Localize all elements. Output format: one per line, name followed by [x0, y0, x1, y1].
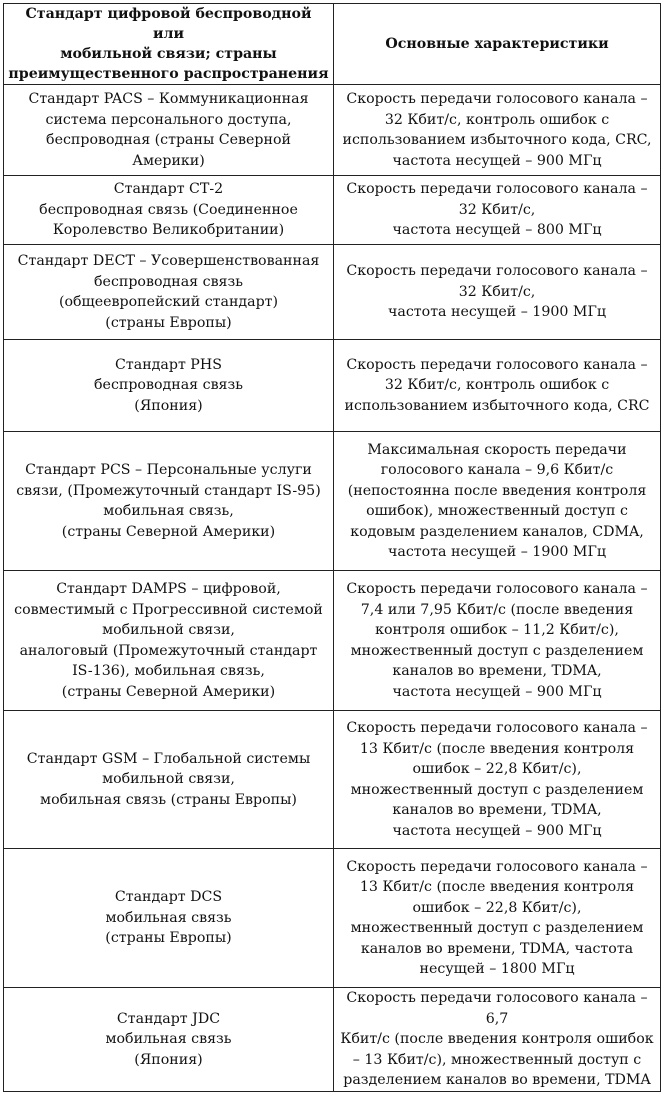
header-standard: [4, 4, 334, 85]
table-row: [4, 245, 661, 340]
characteristics-cell-ct2: [334, 176, 661, 245]
characteristics-cell-phs: [334, 340, 661, 432]
standard-text: Стандарт PCS – Персональные услуги связи, (Промежуточный стандарт IS-95) мобильная связь, (страны Северной Америки): [16, 462, 321, 540]
standard-cell-phs: [4, 340, 334, 432]
standard-cell-dcs: [4, 849, 334, 988]
characteristics-text: Скорость передачи голосового канала – 32 Кбит/с, контроль ошибок с использованием избыточного кода, CRC, частота несущей – 900 МГц: [342, 91, 652, 169]
characteristics-text: Скорость передачи голосового канала – 7,4 или 7,95 Кбит/с (после введения контроля ошибок – 11,2 Кбит/с), множественный доступ с разделением каналов во времени, TDMA, частота несущей – 900 МГц: [346, 581, 648, 700]
standard-cell-dect: [4, 245, 334, 340]
standard-text: Стандарт DAMPS – цифровой, совместимый с Прогрессивной системой мобильной связи, аналоговый (Промежуточный стандарт IS-136), мобильная связь, (страны Северной Америки): [14, 581, 323, 700]
table-row: [4, 176, 661, 245]
standard-text: Стандарт СТ-2 беспроводная связь (Соединенное Королевство Великобритании): [39, 181, 298, 239]
table-row: [4, 432, 661, 571]
standard-cell-jdc: [4, 988, 334, 1092]
standard-cell-damps: [4, 571, 334, 711]
table-row: [4, 571, 661, 711]
wireless-standards-table: [3, 3, 661, 1092]
characteristics-text: Скорость передачи голосового канала – 32 Кбит/с, частота несущей – 800 МГц: [346, 181, 648, 239]
characteristics-text: Скорость передачи голосового канала – 32 Кбит/с, частота несущей – 1900 МГц: [346, 263, 648, 321]
standards-table-container: [3, 3, 660, 1092]
characteristics-cell-gsm: [334, 711, 661, 849]
table-row: [4, 340, 661, 432]
characteristics-cell-pacs: [334, 85, 661, 176]
header-characteristics: [334, 4, 661, 85]
characteristics-cell-dect: [334, 245, 661, 340]
table-row: [4, 849, 661, 988]
characteristics-cell-damps: [334, 571, 661, 711]
characteristics-text: Скорость передачи голосового канала – 32 Кбит/с, контроль ошибок с использованием избыточного кода, CRC: [344, 356, 650, 414]
standard-text: Стандарт PHS беспроводная связь (Япония): [94, 356, 243, 414]
header-row: [4, 4, 661, 85]
standard-cell-pacs: [4, 85, 334, 176]
characteristics-text: Скорость передачи голосового канала – 13 Кбит/с (после введения контроля ошибок – 22,8 Кбит/с), множественный доступ с разделением каналов во времени, TDMA, частота несущей – 1800 МГц: [346, 858, 648, 977]
characteristics-cell-pcs: [334, 432, 661, 571]
table-row: [4, 85, 661, 176]
standard-text: Стандарт DCS мобильная связь (страны Европы): [105, 889, 232, 947]
characteristics-cell-jdc: [334, 988, 661, 1092]
header-characteristics-text: Основные характеристики: [385, 36, 609, 52]
table-header: [4, 4, 661, 85]
table-body: [4, 85, 661, 1092]
characteristics-text: Скорость передачи голосового канала – 13 Кбит/с (после введения контроля ошибок – 22,8 Кбит/с), множественный доступ с разделением каналов во времени, TDMA, частота несущей – 900 МГц: [346, 720, 648, 839]
table-row: [4, 711, 661, 849]
standard-cell-pcs: [4, 432, 334, 571]
standard-text: Стандарт DECT – Усовершенствованная беспроводная связь (общеевропейский стандарт) (страны Европы): [17, 253, 320, 331]
standard-cell-gsm: [4, 711, 334, 849]
standard-text: Стандарт PACS – Коммуникационная система персонального доступа, беспроводная (страны Северной Америки): [28, 91, 309, 169]
characteristics-cell-dcs: [334, 849, 661, 988]
header-standard-text: Стандарт цифровой беспроводной или мобильной связи; страны преимущественного распространения: [8, 6, 329, 82]
characteristics-text: Максимальная скорость передачи голосового канала – 9,6 Кбит/с (непостоянна после введения контроля ошибок), множественный доступ с кодовым разделением каналов, CDMA, частота несущей – 1900 МГц: [347, 441, 647, 560]
table-row: [4, 988, 661, 1092]
standard-text: Стандарт GSM – Глобальной системы мобильной связи, мобильная связь (страны Европы): [26, 750, 311, 808]
standard-text: Стандарт JDC мобильная связь (Япония): [105, 1010, 232, 1068]
characteristics-text: Скорость передачи голосового канала – 6,7 Кбит/с (после введения контроля ошибок – 13 Кбит/с), множественный доступ с разделением каналов во времени, TDMA: [340, 990, 654, 1088]
standard-cell-ct2: [4, 176, 334, 245]
